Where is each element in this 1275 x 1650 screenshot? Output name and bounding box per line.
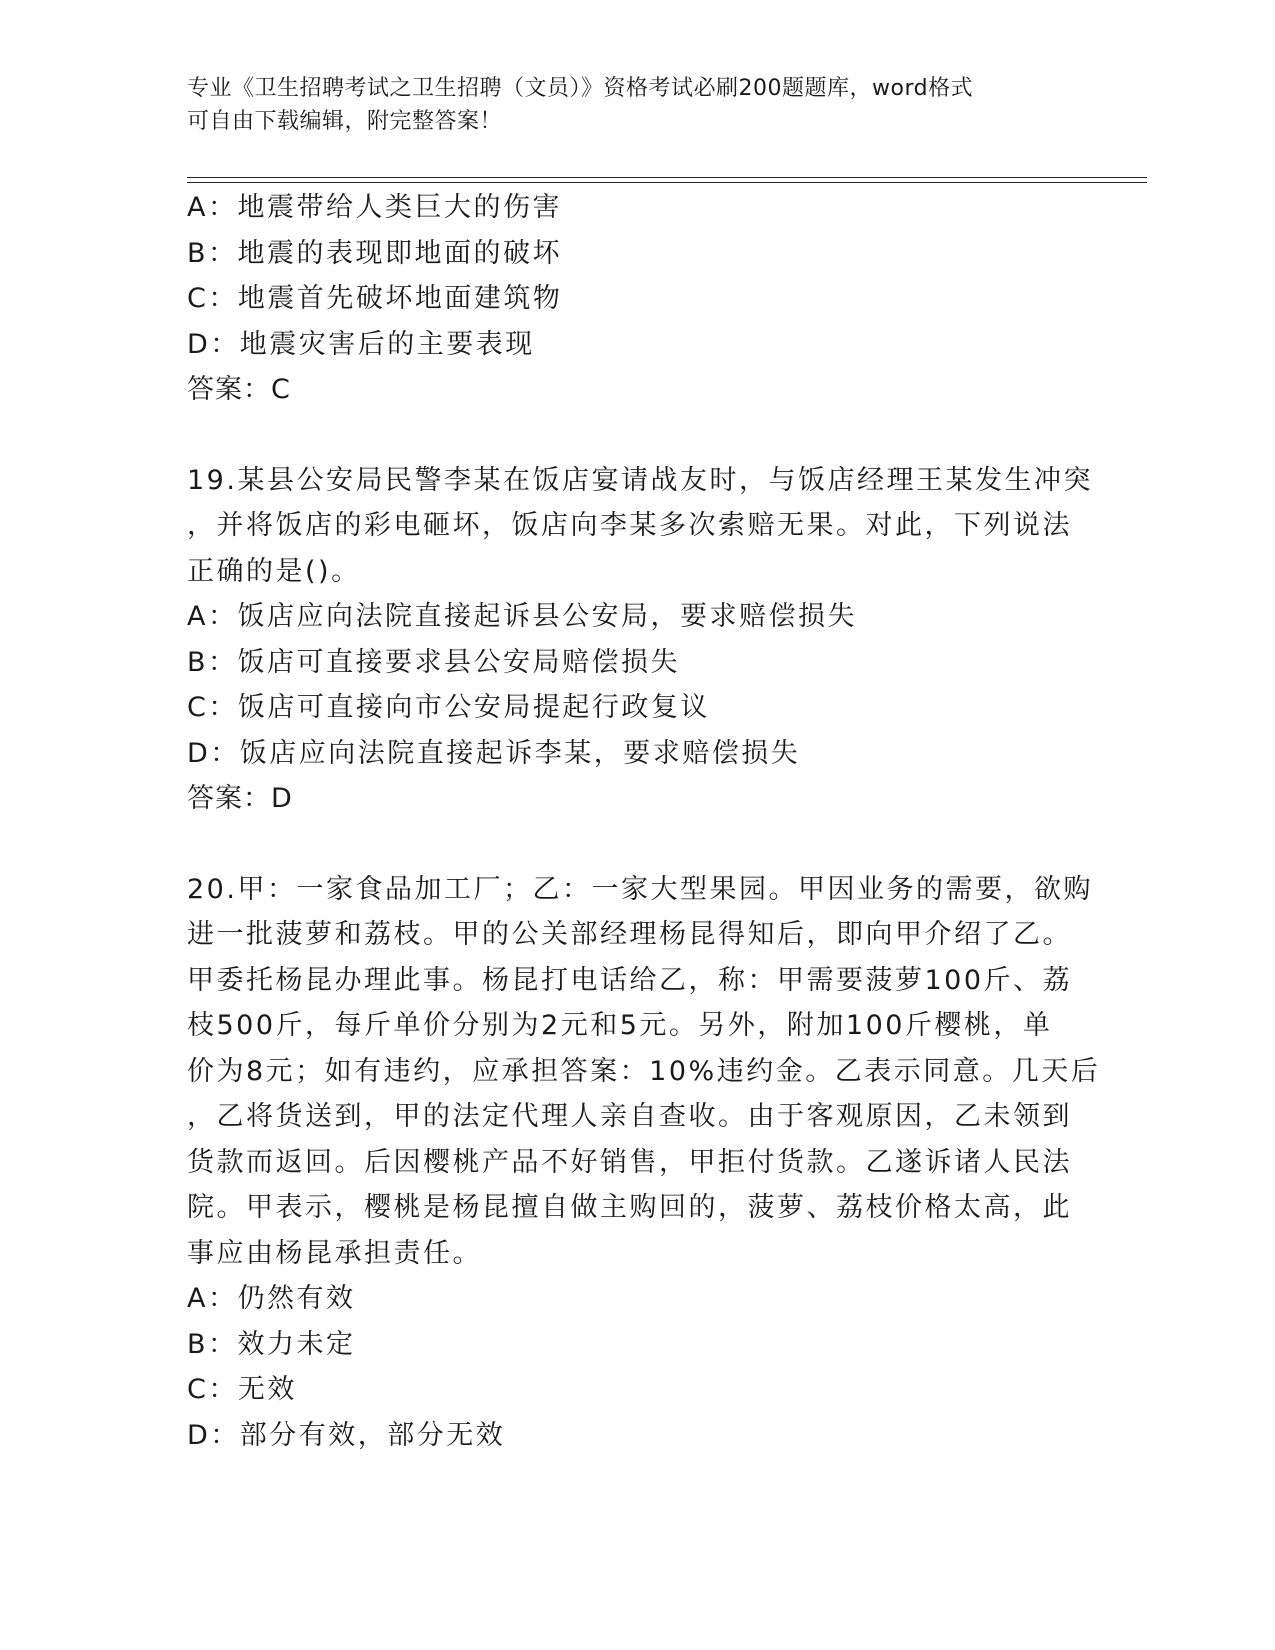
option-b: B：效力未定	[187, 1328, 356, 1360]
header-divider-bottom	[187, 182, 1147, 183]
option-c: C：地震首先破坏地面建筑物	[187, 283, 563, 314]
question-stem-line: 枝500斤，每斤单价分别为2元和5元。另外，附加100斤樱桃，单	[187, 1010, 1053, 1041]
question-stem-line: 院。甲表示，樱桃是杨昆擅自做主购回的，菠萝、荔枝价格太高，此	[187, 1192, 1072, 1223]
question-stem-line: 正确的是()。	[187, 555, 361, 587]
option-a: A：饭店应向法院直接起诉县公安局，要求赔偿损失	[187, 601, 857, 632]
option-a: A：地震带给人类巨大的伤害	[187, 192, 562, 223]
answer: 答案：C	[187, 374, 291, 405]
question-stem-line: 货款而返回。后因樱桃产品不好销售，甲拒付货款。乙遂诉诸人民法	[187, 1146, 1072, 1178]
option-c: C：饭店可直接向市公安局提起行政复议	[187, 692, 710, 723]
question-stem-line: ，并将饭店的彩电砸坏，饭店向李某多次索赔无果。对此，下列说法	[187, 510, 1072, 541]
header-divider-top	[187, 177, 1147, 178]
question-stem-line: 进一批菠萝和荔枝。甲的公关部经理杨昆得知后，即向甲介绍了乙。	[187, 919, 1072, 950]
question-20	[187, 867, 1101, 1459]
header-line-1: 专业《卫生招聘考试之卫生招聘（文员）》资格考试必刷200题题库，word格式	[187, 76, 974, 101]
option-d: D：饭店应向法院直接起诉李某，要求赔偿损失	[187, 737, 801, 769]
option-a: A：仍然有效	[187, 1283, 356, 1314]
option-d: D：地震灾害后的主要表现	[187, 328, 535, 360]
question-stem-line: 甲委托杨昆办理此事。杨昆打电话给乙，称：甲需要菠萝100斤、荔	[187, 964, 1073, 996]
option-b: B：饭店可直接要求县公安局赔偿损失	[187, 646, 681, 678]
question-stem-line: 事应由杨昆承担责任。	[187, 1237, 482, 1269]
question-stem-line: 价为8元；如有违约，应承担答案：10%违约金。乙表示同意。几天后	[187, 1055, 1101, 1087]
question-18	[187, 185, 1067, 413]
question-stem-line: ，乙将货送到，甲的法定代理人亲自查收。由于客观原因，乙未领到	[187, 1101, 1072, 1132]
option-c: C：无效	[187, 1374, 297, 1405]
page-header	[187, 72, 1067, 138]
document-body	[187, 185, 1101, 1458]
question-stem-line: 20.甲：一家食品加工厂；乙：一家大型果园。甲因业务的需要，欲购	[187, 873, 1093, 905]
question-stem-line: 19.某县公安局民警李某在饭店宴请战友时，与饭店经理王某发生冲突	[187, 464, 1093, 496]
option-b: B：地震的表现即地面的破坏	[187, 237, 563, 269]
header-line-2: 可自由下载编辑，附完整答案！	[187, 109, 503, 134]
answer: 答案：D	[187, 783, 293, 814]
option-d: D：部分有效，部分无效	[187, 1419, 506, 1451]
question-19	[187, 458, 1093, 822]
